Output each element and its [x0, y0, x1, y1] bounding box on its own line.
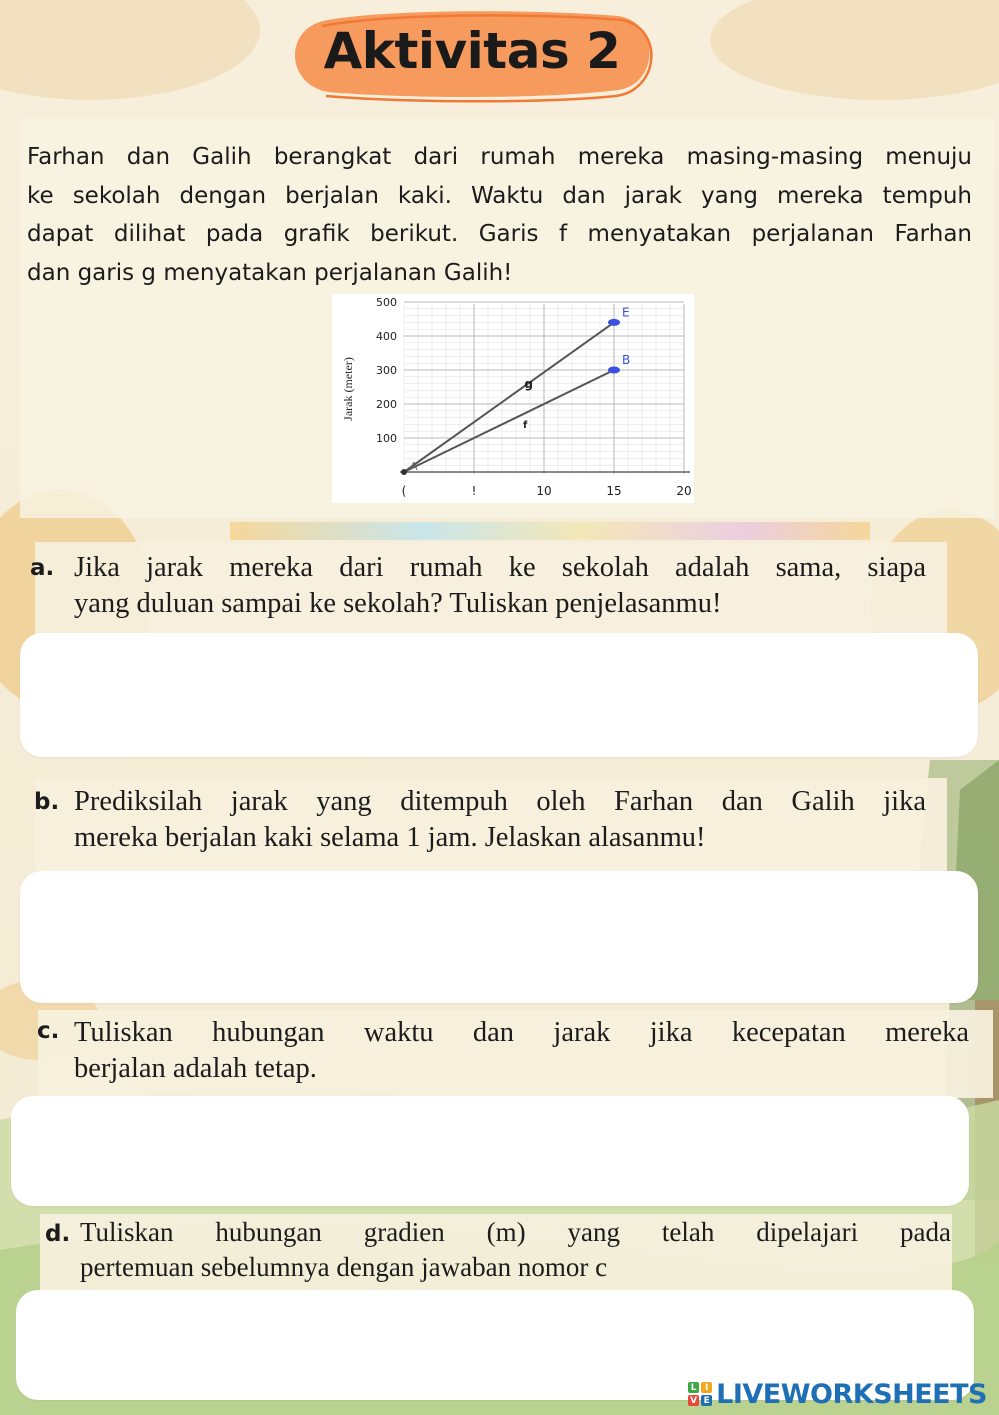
series-label-f: f	[523, 420, 528, 432]
question-d-line: Tuliskan hubungan gradien (m) yang telah dipelajari pada	[80, 1217, 951, 1247]
question-a-text	[74, 550, 926, 622]
answer-b-box[interactable]	[20, 871, 978, 1003]
y-tick-label: 100	[376, 432, 397, 445]
logo-grid-cell: L	[688, 1382, 699, 1393]
x-tick-label: (	[401, 484, 407, 498]
question-a-line: yang duluan sampai ke sekolah? Tuliskan penjelasanmu!	[74, 588, 722, 619]
origin-point	[401, 469, 407, 475]
question-b-line: Prediksilah jarak yang ditempuh oleh Farhan dan Galih jika	[74, 786, 926, 817]
intro-paragraph	[27, 138, 972, 292]
intro-line: Farhan dan Galih berangkat dari rumah mereka masing-masing menuju	[27, 144, 972, 170]
x-tick-label: 20	[676, 484, 692, 498]
y-tick-label: 400	[376, 330, 397, 343]
series-end-label: E	[622, 305, 630, 320]
question-c-letter: c.	[37, 1018, 60, 1044]
title-pill	[288, 6, 656, 106]
x-tick-label: 10	[536, 484, 552, 498]
liveworksheets-logo[interactable]	[688, 1379, 987, 1409]
y-tick-label: 300	[376, 364, 397, 377]
logo-grid-cell: V	[688, 1395, 699, 1406]
intro-line: dan garis g menyatakan perjalanan Galih!	[27, 259, 513, 286]
intro-line: ke sekolah dengan berjalan kaki. Waktu dan jarak yang mereka tempuh	[27, 182, 972, 209]
question-c-line: berjalan adalah tetap.	[74, 1053, 317, 1084]
question-c-text	[74, 1015, 969, 1087]
question-b-text	[74, 784, 926, 856]
question-b-letter: b.	[34, 789, 60, 815]
x-tick-label: !	[471, 484, 477, 498]
answer-a-box[interactable]	[20, 633, 978, 757]
question-d-letter: d.	[45, 1221, 71, 1247]
logo-grid-cell: I	[701, 1382, 712, 1393]
y-tick-label: 500	[376, 296, 397, 309]
intro-line: dapat dilihat pada grafik berikut. Garis f menyatakan perjalanan Farhan	[27, 221, 972, 247]
answer-c-box[interactable]	[11, 1096, 969, 1206]
question-b-line: mereka berjalan kaki selama 1 jam. Jelaskan alasanmu!	[74, 822, 706, 853]
question-d-line: pertemuan sebelumnya dengan jawaban nomor c	[80, 1252, 608, 1282]
origin-label: A	[410, 460, 418, 473]
x-tick-label: 15	[606, 484, 622, 498]
question-a-letter: a.	[30, 555, 55, 581]
distance-time-graph	[332, 294, 694, 503]
question-c-line: Tuliskan hubungan waktu dan jarak jika kecepatan mereka	[74, 1017, 969, 1048]
series-end-label: B	[622, 353, 631, 367]
series-end-point-g	[608, 319, 620, 326]
y-axis-label: Jarak (meter)	[341, 357, 355, 421]
logo-grid-cell: E	[701, 1395, 712, 1406]
series-line-f	[404, 370, 614, 472]
question-a-line: Jika jarak mereka dari rumah ke sekolah adalah sama, siapa	[74, 552, 926, 583]
series-label-g: g	[524, 377, 533, 392]
y-tick-label: 200	[376, 398, 397, 411]
logo-grid-icon	[688, 1382, 712, 1406]
question-d-text	[80, 1215, 951, 1285]
page-title: Aktivitas 2	[323, 22, 621, 80]
series-end-point-f	[608, 367, 620, 374]
chart-svg	[332, 294, 694, 503]
logo-text: LIVEWORKSHEETS	[716, 1378, 987, 1410]
